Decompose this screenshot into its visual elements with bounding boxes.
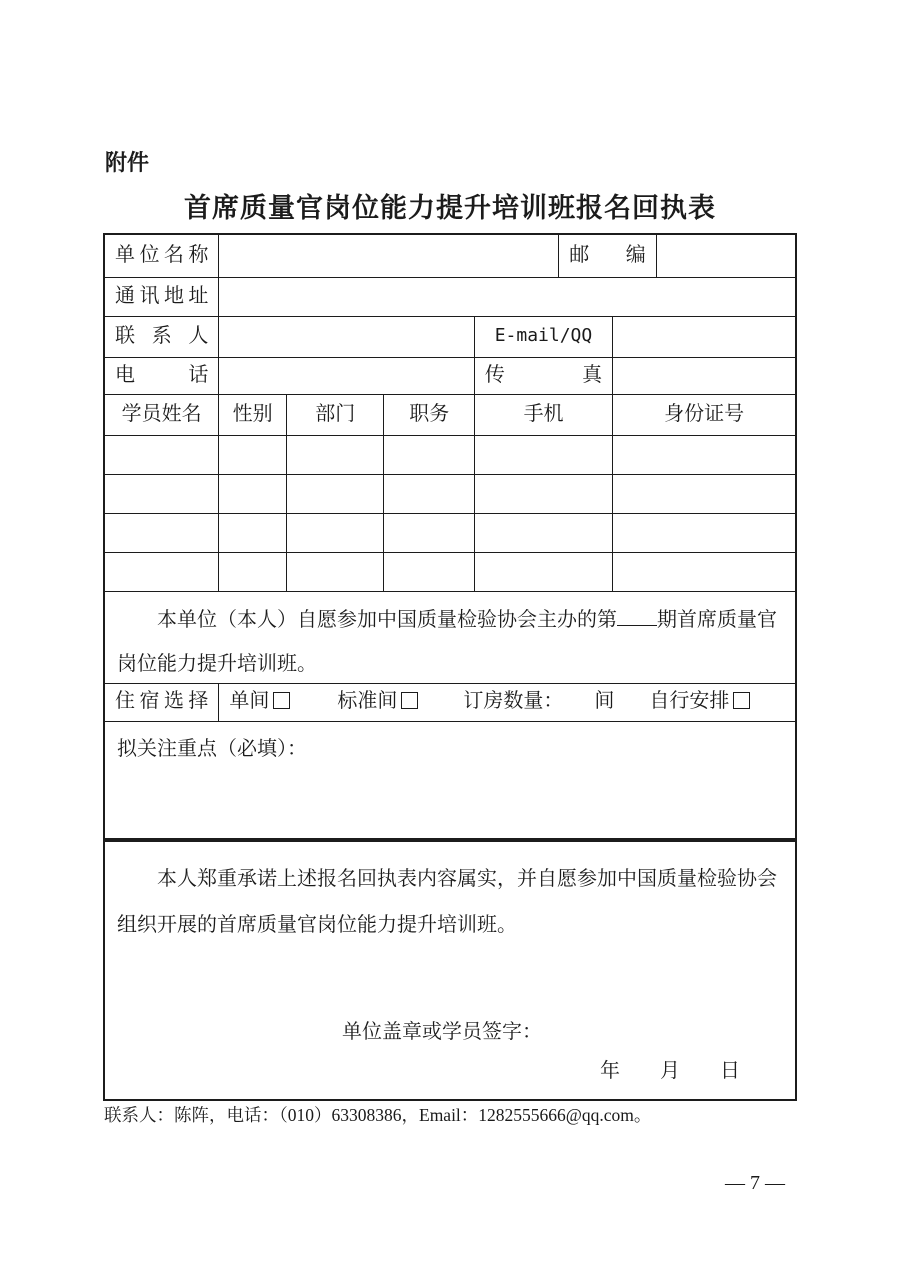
id-number-cell (613, 553, 795, 591)
gender-cell (219, 436, 287, 474)
student-name-cell (105, 436, 219, 474)
booking-qty-unit: 间 (594, 690, 615, 712)
position-cell (384, 475, 475, 513)
address-value (219, 278, 795, 316)
fax-value (613, 358, 795, 394)
unit-name-label: 单位名称 (105, 235, 219, 277)
unit-name-value (219, 235, 559, 277)
single-room-option: 单间 (229, 690, 270, 712)
position-cell (384, 553, 475, 591)
attachment-label: 附件 (105, 150, 150, 175)
department-cell (287, 514, 384, 552)
student-name-cell (105, 553, 219, 591)
mobile-header: 手机 (475, 395, 613, 435)
row-phone (105, 358, 795, 395)
student-name-cell (105, 514, 219, 552)
postal-code-value (657, 235, 795, 277)
standard-room-checkbox (401, 692, 418, 709)
fax-label: 传真 (475, 358, 613, 394)
student-row (105, 553, 795, 592)
student-name-cell (105, 475, 219, 513)
participation-text-after: 期首席质量官岗位能力提升培训班。 (117, 609, 777, 675)
gender-cell (219, 475, 287, 513)
booking-qty-label: 订房数量： (463, 690, 564, 712)
phone-label: 电话 (105, 358, 219, 394)
accommodation-options (219, 684, 795, 721)
position-cell (384, 436, 475, 474)
signature-label: 单位盖章或学员签字： (342, 1021, 542, 1043)
self-arrange-checkbox (733, 692, 750, 709)
contact-label: 联系人 (105, 317, 219, 357)
email-qq-label: E-mail/QQ (475, 317, 613, 357)
student-row (105, 436, 795, 475)
id-number-cell (613, 436, 795, 474)
registration-form-table (103, 233, 797, 1101)
position-header: 职务 (384, 395, 475, 435)
page-number: — 7 — (725, 1172, 785, 1194)
department-cell (287, 436, 384, 474)
mobile-cell (475, 475, 613, 513)
department-cell (287, 553, 384, 591)
participation-statement (105, 592, 795, 684)
postal-code-label: 邮编 (559, 235, 657, 277)
standard-room-option: 标准间 (337, 690, 398, 712)
page-title: 首席质量官岗位能力提升培训班报名回执表 (184, 193, 716, 223)
focus-label: 拟关注重点（必填）： (117, 738, 307, 760)
mobile-cell (475, 436, 613, 474)
focus-section (105, 722, 795, 839)
gender-header: 性别 (219, 395, 287, 435)
accommodation-label: 住宿选择 (105, 684, 219, 721)
pledge-section (105, 839, 795, 1099)
self-arrange-option: 自行安排 (649, 690, 730, 712)
address-label: 通讯地址 (105, 278, 219, 316)
student-row (105, 514, 795, 553)
row-unit-name (105, 235, 795, 278)
participation-text-before: 本单位（本人）自愿参加中国质量检验协会主办的第 (157, 609, 617, 631)
email-qq-value (613, 317, 795, 357)
phone-value (219, 358, 474, 394)
gender-cell (219, 553, 287, 591)
row-contact (105, 317, 795, 358)
session-number-blank (617, 605, 657, 626)
accommodation-row (105, 684, 795, 722)
pledge-text: 本人郑重承诺上述报名回执表内容属实，并自愿参加中国质量检验协会组织开展的首席质量官岗位能力提升培训班。 (117, 868, 777, 936)
id-number-cell (613, 514, 795, 552)
mobile-cell (475, 553, 613, 591)
contact-value (219, 317, 474, 357)
id-number-header: 身份证号 (664, 403, 745, 425)
row-address (105, 278, 795, 317)
student-row (105, 475, 795, 514)
student-name-header: 学员姓名 (105, 395, 219, 435)
date-label: 年 月 日 (600, 1060, 740, 1082)
footer-contact-info: 联系人：陈阵，电话：（010）63308386，Email：1282555666@qq.com。 (104, 1105, 652, 1125)
department-cell (287, 475, 384, 513)
gender-cell (219, 514, 287, 552)
mobile-cell (475, 514, 613, 552)
student-table-header (105, 395, 795, 436)
id-number-cell (613, 475, 795, 513)
single-room-checkbox (273, 692, 290, 709)
department-header: 部门 (287, 395, 384, 435)
position-cell (384, 514, 475, 552)
